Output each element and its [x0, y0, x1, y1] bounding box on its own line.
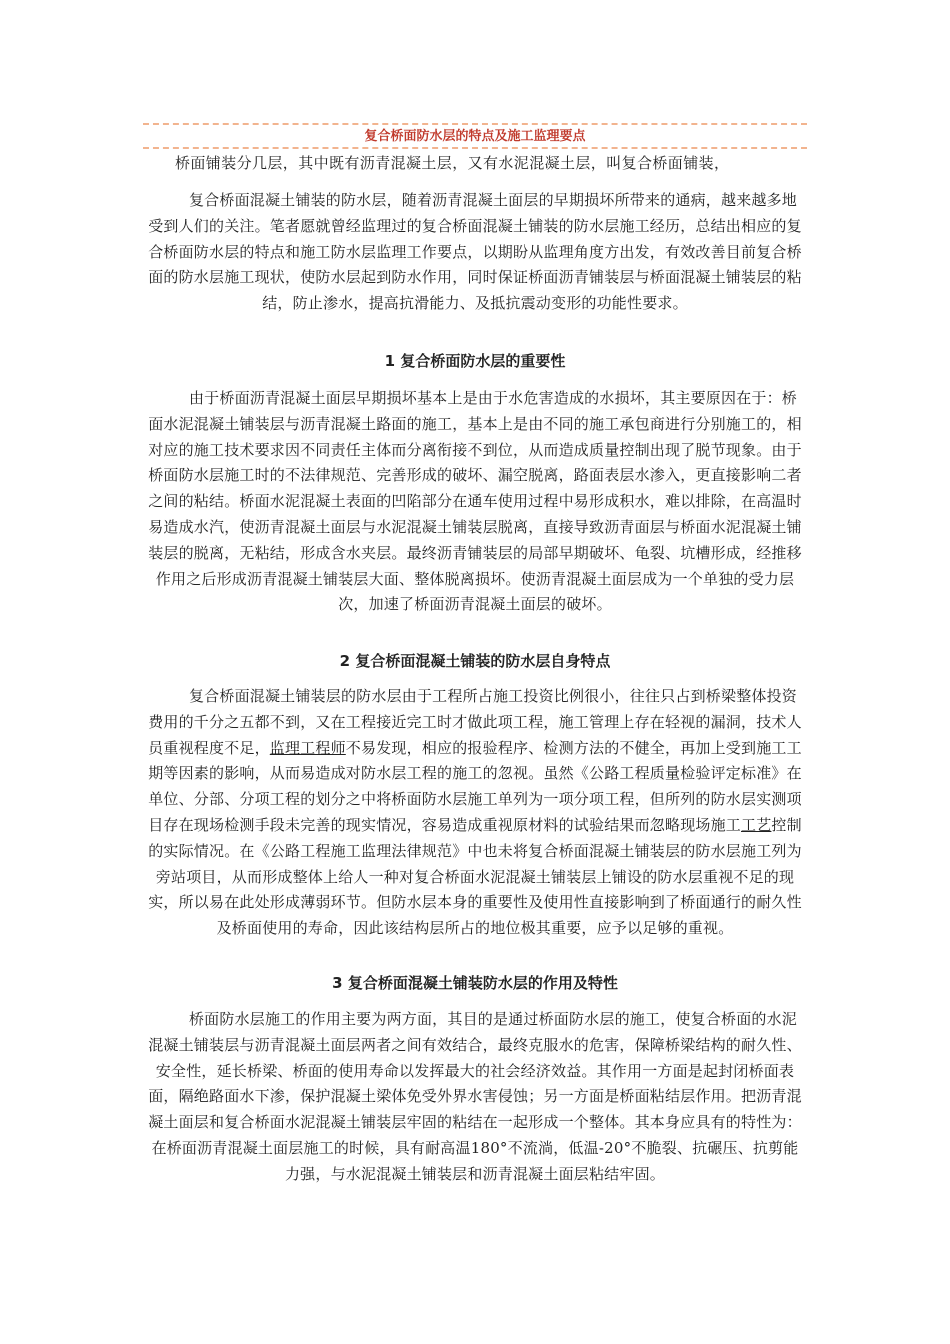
section-1-text: 由于桥面沥青混凝土面层早期损坏基本上是由于水危害造成的水损坏，其主要原因在于：桥面水泥混凝土铺装层与沥青混凝土路面的施工，基本上是由不同的施工承包商进行分别施工的，相对应的施工技术要求因不同责任主体而分离衔接不到位，从而造成质量控制出现了脱节现象。由于桥面防水层施工时的不法律规范、完善形成的破坏、漏空脱离，路面表层水渗入，更直接影响二者之间的粘结。桥面水泥混凝土表面的凹陷部分在通车使用过程中易形成积水，难以排除，在高温时易造成水汽，使沥青混凝土面层与水泥混凝土铺装层脱离，直接导致沥青面层与桥面水泥混凝土铺装层的脱离，无粘结，形成含水夹层。最终沥青铺装层的局部早期破坏、龟裂、坑槽形成，经推移作用之后形成沥青混凝土铺装层大面、整体脱离损坏。使沥青混凝土面层成为一个单独的受力层次，加速了桥面沥青混凝土面层的破坏。: [148, 389, 802, 614]
document-title: 复合桥面防水层的特点及施工监理要点: [364, 129, 586, 144]
title-dashed-rule: [143, 147, 807, 149]
link-supervision-engineer[interactable]: 监理工程师: [269, 738, 346, 757]
intro-line: 桥面铺装分几层，其中既有沥青混凝土层，又有水泥混凝土层，叫复合桥面铺装，: [175, 154, 730, 172]
section-3-heading: 3 复合桥面混凝土铺装防水层的作用及特性: [332, 974, 618, 992]
section-2-text-a: 复合桥面混凝土铺装层的防水层由于工程所占施工投资比例很小，往往只占到桥梁整体投资费用的千分之五都不到，又在工程接近完工时才做此项工程，施工管理上存在轻视的漏洞，技术人员重视程度不足，: [148, 687, 802, 757]
section-1-heading: 1 复合桥面防水层的重要性: [384, 352, 566, 370]
section-2-text-b: 不易发现，相应的报验程序、检测方法的不健全，再加上受到施工工期等因素的影响，从而易造成对防水层工程的施工的忽视。虽然《公路工程质量检验评定标准》在单位、分部、分项工程的划分之中将桥面防水层施工单列为一项分项工程，但所列的防水层实测项目存在现场检测手段未完善的现实情况，容易造成重视原材料的试验结果而忽略现场施工: [148, 738, 802, 834]
section-1-paragraph: [147, 386, 803, 618]
section-2-paragraph: [147, 684, 803, 942]
paragraph-intro-text: 复合桥面混凝土铺装的防水层，随着沥青混凝土面层的早期损坏所带来的通病，越来越多地受到人们的关注。笔者愿就曾经监理过的复合桥面混凝土铺装的防水层施工经历，总结出相应的复合桥面防水层的特点和施工防水层监理工作要点，以期盼从监理角度方出发，有效改善目前复合桥面的防水层施工现状，使防水层起到防水作用，同时保证桥面沥青铺装层与桥面混凝土铺装层的粘结，防止渗水，提高抗滑能力、及抵抗震动变形的功能性要求。: [148, 191, 802, 313]
section-3-paragraph: [147, 1007, 803, 1188]
paragraph-intro: [147, 188, 803, 317]
top-dashed-rule: [143, 123, 807, 125]
link-process[interactable]: 工艺: [741, 815, 772, 834]
section-3-text: 桥面防水层施工的作用主要为两方面，其目的是通过桥面防水层的施工，使复合桥面的水泥混凝土铺装层与沥青混凝土面层两者之间有效结合，最终克服水的危害，保障桥梁结构的耐久性、安全性，延长桥梁、桥面的使用寿命以发挥最大的社会经济效益。其作用一方面是起封闭桥面表面，隔绝路面水下渗，保护混凝土梁体免受外界水害侵蚀；另一方面是桥面粘结层作用。把沥青混凝土面层和复合桥面水泥混凝土铺装层牢固的粘结在一起形成一个整体。其本身应具有的特性为：在桥面沥青混凝土面层施工的时候，具有耐高温180°不流淌，低温-20°不脆裂、抗碾压、抗剪能力强，与水泥混凝土铺装层和沥青混凝土面层粘结牢固。: [148, 1010, 802, 1183]
section-2-text-c: 控制的实际情况。在《公路工程施工监理法律规范》中也未将复合桥面混凝土铺装层的防水层施工列为旁站项目，从而形成整体上给人一种对复合桥面水泥混凝土铺装层上铺设的防水层重视不足的现实，所以易在此处形成薄弱环节。但防水层本身的重要性及使用性直接影响到了桥面通行的耐久性及桥面使用的寿命，因此该结构层所占的地位极其重要，应予以足够的重视。: [148, 815, 802, 938]
section-2-heading: 2 复合桥面混凝土铺装的防水层自身特点: [339, 652, 611, 670]
